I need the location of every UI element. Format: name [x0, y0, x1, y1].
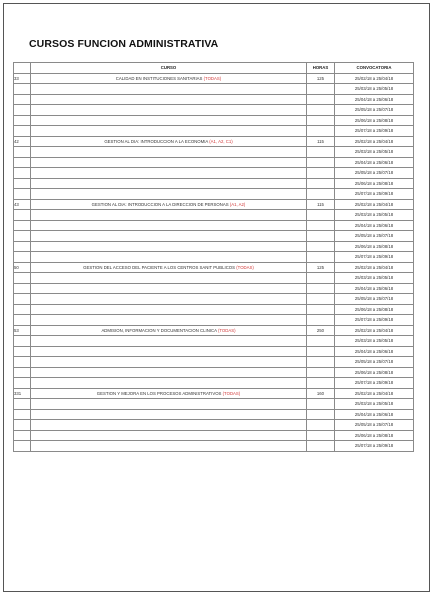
- empty-cell: [307, 367, 335, 378]
- table-row: [14, 273, 414, 284]
- empty-cell: [14, 409, 31, 420]
- empty-cell: [14, 399, 31, 410]
- convocatoria-date: 25/03/18 a 25/05/18: [335, 84, 414, 95]
- empty-cell: [31, 430, 307, 441]
- empty-cell: [31, 210, 307, 221]
- header-course: CURSO: [31, 63, 307, 74]
- convocatoria-date: 25/06/18 a 25/08/18: [335, 304, 414, 315]
- table-row: [14, 220, 414, 231]
- table-row: [14, 378, 414, 389]
- empty-cell: [14, 378, 31, 389]
- table-row: [14, 231, 414, 242]
- empty-cell: [31, 157, 307, 168]
- empty-cell: [307, 115, 335, 126]
- course-name-cell: [31, 199, 307, 210]
- table-row: [14, 388, 414, 399]
- table-row: [14, 147, 414, 158]
- empty-cell: [14, 294, 31, 305]
- course-code: 33: [14, 73, 31, 84]
- course-audience-tag: (TODAS): [217, 327, 236, 333]
- course-code: 53: [14, 325, 31, 336]
- convocatoria-date: 25/04/18 a 25/06/18: [335, 94, 414, 105]
- convocatoria-date: 25/07/18 a 25/09/18: [335, 315, 414, 326]
- empty-cell: [31, 220, 307, 231]
- convocatoria-date: 25/06/18 a 25/08/18: [335, 430, 414, 441]
- header-code: [14, 63, 31, 74]
- empty-cell: [31, 94, 307, 105]
- empty-cell: [31, 189, 307, 200]
- table-row: [14, 199, 414, 210]
- convocatoria-date: 25/07/18 a 25/09/18: [335, 189, 414, 200]
- empty-cell: [307, 157, 335, 168]
- course-code: 42: [14, 136, 31, 147]
- empty-cell: [31, 241, 307, 252]
- course-hours: 125: [307, 262, 335, 273]
- course-audience-tag: (A1, A2): [229, 201, 246, 207]
- course-code: 50: [14, 262, 31, 273]
- empty-cell: [307, 315, 335, 326]
- empty-cell: [14, 94, 31, 105]
- empty-cell: [14, 84, 31, 95]
- empty-cell: [14, 241, 31, 252]
- convocatoria-date: 25/05/18 a 25/07/18: [335, 168, 414, 179]
- table-row: [14, 105, 414, 116]
- course-name: GESTION AL DIA: INTRODUCCION A LA ECONOMIA: [104, 138, 209, 144]
- course-name-cell: [31, 388, 307, 399]
- empty-cell: [307, 357, 335, 368]
- header-dates: CONVOCATORIA: [335, 63, 414, 74]
- convocatoria-date: 25/06/18 a 25/08/18: [335, 178, 414, 189]
- empty-cell: [14, 147, 31, 158]
- table-row: [14, 73, 414, 84]
- convocatoria-date: 25/07/18 a 25/09/18: [335, 126, 414, 137]
- table-row: [14, 304, 414, 315]
- empty-cell: [307, 430, 335, 441]
- table-row: [14, 325, 414, 336]
- convocatoria-date: 25/05/18 a 25/07/18: [335, 420, 414, 431]
- course-hours: 250: [307, 325, 335, 336]
- convocatoria-date: 25/04/18 a 25/06/18: [335, 157, 414, 168]
- document-title: CURSOS FUNCION ADMINISTRATIVA: [29, 38, 219, 50]
- empty-cell: [307, 126, 335, 137]
- empty-cell: [14, 441, 31, 452]
- course-audience-tag: (TODAS): [222, 390, 241, 396]
- empty-cell: [307, 304, 335, 315]
- table-row: [14, 430, 414, 441]
- empty-cell: [14, 367, 31, 378]
- empty-cell: [307, 336, 335, 347]
- empty-cell: [31, 420, 307, 431]
- empty-cell: [307, 105, 335, 116]
- convocatoria-date: 25/05/18 a 25/07/18: [335, 357, 414, 368]
- empty-cell: [307, 220, 335, 231]
- table-row: [14, 399, 414, 410]
- convocatoria-date: 25/05/18 a 25/07/18: [335, 105, 414, 116]
- convocatoria-date: 25/04/18 a 25/06/18: [335, 220, 414, 231]
- empty-cell: [14, 346, 31, 357]
- empty-cell: [14, 231, 31, 242]
- empty-cell: [31, 252, 307, 263]
- course-name: CALIDAD EN INSTITUCIONES SANITARIAS: [115, 75, 203, 81]
- convocatoria-date: 25/07/18 a 25/09/18: [335, 252, 414, 263]
- empty-cell: [307, 84, 335, 95]
- empty-cell: [307, 399, 335, 410]
- empty-cell: [307, 241, 335, 252]
- table-row: [14, 294, 414, 305]
- empty-cell: [31, 441, 307, 452]
- empty-cell: [307, 189, 335, 200]
- empty-cell: [31, 168, 307, 179]
- empty-cell: [307, 210, 335, 221]
- convocatoria-date: 25/02/18 a 25/04/18: [335, 73, 414, 84]
- empty-cell: [307, 346, 335, 357]
- convocatoria-date: 25/03/18 a 25/05/18: [335, 336, 414, 347]
- empty-cell: [14, 430, 31, 441]
- table-row: [14, 168, 414, 179]
- empty-cell: [31, 315, 307, 326]
- course-code: 43: [14, 199, 31, 210]
- course-name-cell: [31, 262, 307, 273]
- course-audience-tag: (TODAS): [203, 75, 222, 81]
- course-audience-tag: (A1, A2, C1): [209, 138, 233, 144]
- table-row: [14, 178, 414, 189]
- table-row: [14, 420, 414, 431]
- convocatoria-date: 25/04/18 a 25/06/18: [335, 283, 414, 294]
- table-row: [14, 441, 414, 452]
- empty-cell: [307, 273, 335, 284]
- empty-cell: [31, 409, 307, 420]
- convocatoria-date: 25/06/18 a 25/08/18: [335, 241, 414, 252]
- empty-cell: [31, 283, 307, 294]
- convocatoria-date: 25/02/18 a 25/04/18: [335, 199, 414, 210]
- table-row: [14, 367, 414, 378]
- empty-cell: [31, 178, 307, 189]
- course-name: GESTION AL DIA: INTRODUCCION A LA DIRECCION DE PERSONAS: [91, 201, 229, 207]
- empty-cell: [307, 252, 335, 263]
- convocatoria-date: 25/03/18 a 25/05/18: [335, 399, 414, 410]
- table-row: [14, 262, 414, 273]
- convocatoria-date: 25/07/18 a 25/09/18: [335, 378, 414, 389]
- empty-cell: [307, 441, 335, 452]
- convocatoria-date: 25/06/18 a 25/08/18: [335, 115, 414, 126]
- convocatoria-date: 25/04/18 a 25/06/18: [335, 346, 414, 357]
- empty-cell: [14, 115, 31, 126]
- empty-cell: [31, 304, 307, 315]
- course-hours: 160: [307, 388, 335, 399]
- empty-cell: [14, 315, 31, 326]
- table-header-row: [14, 63, 414, 74]
- empty-cell: [14, 210, 31, 221]
- empty-cell: [14, 252, 31, 263]
- empty-cell: [307, 231, 335, 242]
- empty-cell: [307, 283, 335, 294]
- empty-cell: [31, 294, 307, 305]
- convocatoria-date: 25/03/18 a 25/05/18: [335, 210, 414, 221]
- convocatoria-date: 25/04/18 a 25/06/18: [335, 409, 414, 420]
- convocatoria-date: 25/02/18 a 25/04/18: [335, 262, 414, 273]
- table-row: [14, 157, 414, 168]
- empty-cell: [307, 147, 335, 158]
- empty-cell: [14, 304, 31, 315]
- table-row: [14, 136, 414, 147]
- course-hours: 115: [307, 199, 335, 210]
- empty-cell: [14, 168, 31, 179]
- empty-cell: [14, 157, 31, 168]
- empty-cell: [307, 168, 335, 179]
- convocatoria-date: 25/05/18 a 25/07/18: [335, 231, 414, 242]
- empty-cell: [31, 231, 307, 242]
- empty-cell: [31, 105, 307, 116]
- empty-cell: [14, 126, 31, 137]
- table-row: [14, 94, 414, 105]
- table-row: [14, 283, 414, 294]
- empty-cell: [307, 420, 335, 431]
- empty-cell: [14, 273, 31, 284]
- table-row: [14, 115, 414, 126]
- empty-cell: [31, 147, 307, 158]
- course-name-cell: [31, 325, 307, 336]
- course-hours: 115: [307, 136, 335, 147]
- table-row: [14, 315, 414, 326]
- course-name-cell: [31, 73, 307, 84]
- empty-cell: [31, 273, 307, 284]
- table-row: [14, 346, 414, 357]
- convocatoria-date: 25/07/18 a 25/09/18: [335, 441, 414, 452]
- empty-cell: [14, 220, 31, 231]
- empty-cell: [14, 357, 31, 368]
- course-name: ADMISION, INFORMACION Y DOCUMENTACION CLINICA: [101, 327, 217, 333]
- table-row: [14, 84, 414, 95]
- table-row: [14, 189, 414, 200]
- convocatoria-date: 25/02/18 a 25/04/18: [335, 325, 414, 336]
- empty-cell: [31, 346, 307, 357]
- table-row: [14, 252, 414, 263]
- convocatoria-date: 25/05/18 a 25/07/18: [335, 294, 414, 305]
- table-row: [14, 126, 414, 137]
- empty-cell: [31, 378, 307, 389]
- empty-cell: [14, 420, 31, 431]
- course-hours: 125: [307, 73, 335, 84]
- empty-cell: [31, 115, 307, 126]
- empty-cell: [307, 409, 335, 420]
- table-row: [14, 210, 414, 221]
- convocatoria-date: 25/02/18 a 25/04/18: [335, 388, 414, 399]
- empty-cell: [14, 336, 31, 347]
- empty-cell: [31, 84, 307, 95]
- empty-cell: [14, 189, 31, 200]
- convocatoria-date: 25/03/18 a 25/05/18: [335, 147, 414, 158]
- course-name: GESTION Y MEJORA EN LOS PROCESOS ADMINISTRATIVOS: [96, 390, 222, 396]
- empty-cell: [31, 126, 307, 137]
- course-name-cell: [31, 136, 307, 147]
- table-row: [14, 357, 414, 368]
- convocatoria-date: 25/03/18 a 25/05/18: [335, 273, 414, 284]
- empty-cell: [31, 367, 307, 378]
- table-row: [14, 241, 414, 252]
- empty-cell: [31, 357, 307, 368]
- empty-cell: [14, 283, 31, 294]
- convocatoria-date: 25/06/18 a 25/08/18: [335, 367, 414, 378]
- header-hours: HORAS: [307, 63, 335, 74]
- empty-cell: [31, 399, 307, 410]
- empty-cell: [307, 294, 335, 305]
- table-row: [14, 336, 414, 347]
- empty-cell: [307, 378, 335, 389]
- course-code: 331: [14, 388, 31, 399]
- table-body: [14, 73, 414, 451]
- course-audience-tag: (TODAS): [236, 264, 254, 270]
- empty-cell: [307, 94, 335, 105]
- empty-cell: [14, 178, 31, 189]
- courses-table: [13, 62, 414, 452]
- empty-cell: [31, 336, 307, 347]
- convocatoria-date: 25/02/18 a 25/04/18: [335, 136, 414, 147]
- table-row: [14, 409, 414, 420]
- empty-cell: [14, 105, 31, 116]
- course-name: GESTION DEL ACCESO DEL PACIENTE A LOS CENTROS SANIT PUBLICOS: [83, 264, 236, 270]
- empty-cell: [307, 178, 335, 189]
